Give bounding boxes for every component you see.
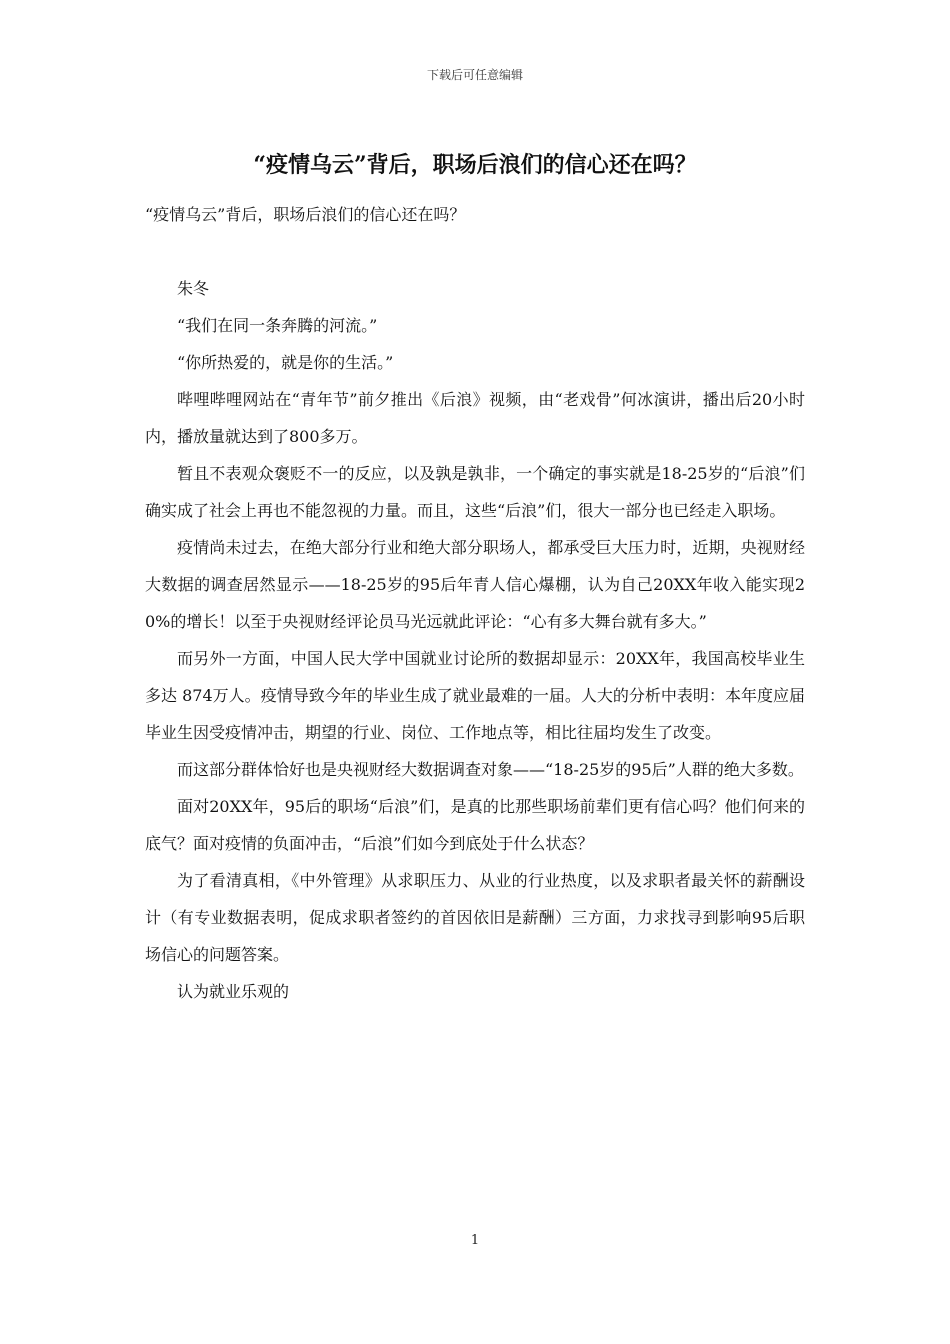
paragraph: 暂且不表观众褒贬不一的反应，以及孰是孰非，一个确定的事实就是18-25岁的“后浪”们确实成了社会上再也不能忽视的力量。而且，这些“后浪”们，很大一部分也已经走入职场。	[145, 464, 805, 520]
paragraph: 而这部分群体恰好也是央视财经大数据调查对象——“18-25岁的95后”人群的绝大多数。	[177, 760, 804, 779]
paragraph: 疫情尚未过去，在绝大部分行业和绝大部分职场人，都承受巨大压力时，近期，央视财经大数据的调查居然显示——18-25岁的95后年青人信心爆棚，认为自己20XX年收入能实现20%的增长！以至于央视财经评论员马光远就此评论：“心有多大舞台就有多大。”	[145, 538, 805, 631]
paragraph: 为了看清真相，《中外管理》从求职压力、从业的行业热度，以及求职者最关怀的薪酬设计（有专业数据表明，促成求职者签约的首因依旧是薪酬）三方面，力求找寻到影响95后职场信心的问题答案。	[145, 871, 805, 964]
paragraph: 而另外一方面，中国人民大学中国就业讨论所的数据却显示：20XX年，我国高校毕业生多达 874万人。疫情导致今年的毕业生成了就业最难的一届。人大的分析中表明：本年度应届毕业生因受疫情冲击，期望的行业、岗位、工作地点等，相比往届均发生了改变。	[145, 649, 805, 742]
author-name: 朱冬	[177, 279, 210, 298]
document-body	[145, 196, 805, 1010]
page-number: 1	[470, 1233, 480, 1248]
paragraph: 面对20XX年，95后的职场“后浪”们，是真的比那些职场前辈们更有信心吗？他们何来的底气？面对疫情的负面冲击，“后浪”们如今到底处于什么状态？	[145, 797, 805, 853]
paragraph: 哔哩哔哩网站在“青年节”前夕推出《后浪》视频，由“老戏骨”何冰演讲，播出后20小时内，播放量就达到了800多万。	[145, 390, 805, 446]
paragraph: “你所热爱的，就是你的生活。”	[177, 353, 394, 372]
header-note: 下载后可任意编辑	[426, 68, 523, 82]
document-title: “疫情乌云”背后，职场后浪们的信心还在吗？	[253, 152, 697, 178]
paragraph: “我们在同一条奔腾的河流。”	[177, 316, 378, 335]
section-heading: 认为就业乐观的	[177, 982, 290, 1001]
document-subtitle: “疫情乌云”背后，职场后浪们的信心还在吗？	[145, 205, 466, 224]
blank-line	[145, 233, 805, 270]
